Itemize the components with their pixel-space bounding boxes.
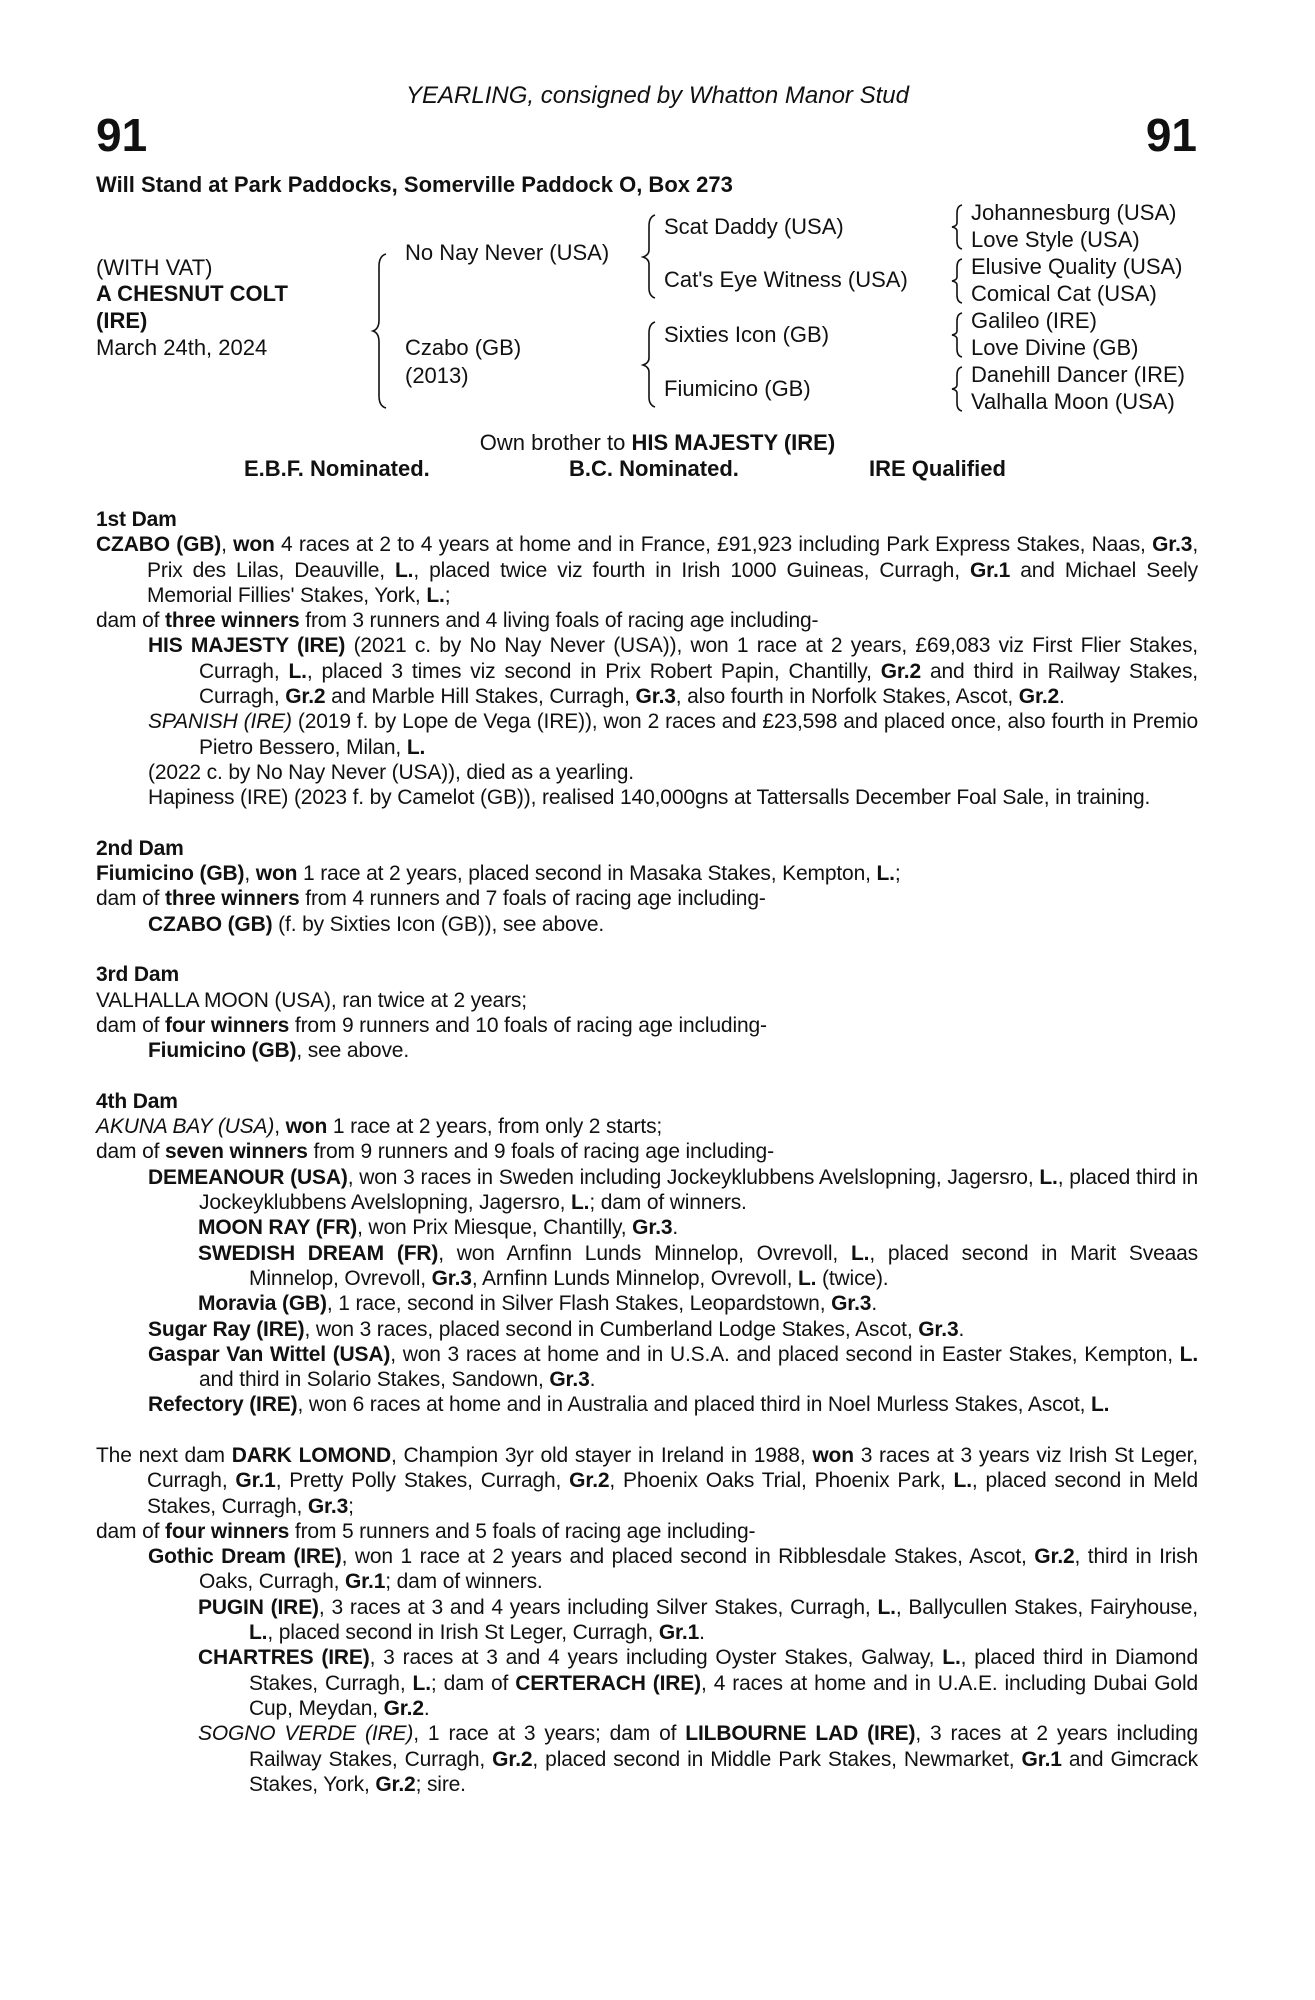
bold-text: L. — [1179, 1342, 1199, 1366]
text: and Marble Hill Stakes, Curragh, — [325, 685, 636, 709]
great-grandparent: Love Divine (GB) — [971, 335, 1139, 360]
text: , also fourth in Norfolk Stakes, Ascot, — [675, 685, 1019, 709]
text: , won Prix Miesque, Chantilly, — [357, 1216, 633, 1240]
text: , 3 races at 3 and 4 years including Silver Stakes, Curragh, — [318, 1595, 878, 1619]
text: , placed third in Jockeyklubbens Avelslopning, Jagersro, — [199, 1165, 1198, 1215]
produce-record — [96, 1038, 1198, 1063]
text: (2021 c. by No Nay Never (USA)), won 1 race at 2 years, £69,083 viz First Flier Stakes, Curragh, — [199, 634, 1198, 683]
text: ; — [894, 862, 901, 886]
bold-text: won — [255, 862, 298, 886]
bold-text: Moravia (GB) — [198, 1292, 327, 1316]
italic-text: SPANISH (IRE) — [148, 710, 292, 734]
produce-record — [96, 988, 1198, 1013]
bold-text: Gaspar Van Wittel (USA) — [148, 1342, 391, 1366]
text: , see above. — [296, 1039, 410, 1063]
text: The next dam — [96, 1443, 232, 1467]
bold-text: DARK LOMOND — [231, 1443, 392, 1467]
text: , placed third in Diamond Stakes, Curragh, — [249, 1646, 1198, 1695]
bold-text: L. — [797, 1266, 817, 1290]
great-grandparent: Elusive Quality (USA) — [971, 254, 1183, 279]
produce-record — [96, 886, 1198, 911]
produce-record — [96, 1342, 1198, 1393]
text: , placed twice viz fourth in Irish 1000 Guineas, Curragh, — [413, 558, 970, 582]
text: ; dam of winners. — [589, 1191, 747, 1215]
text: . — [589, 1368, 596, 1392]
text: . — [1059, 685, 1065, 709]
bold-text: Sugar Ray (IRE) — [148, 1317, 305, 1341]
text: dam of — [96, 609, 165, 633]
text: from 5 runners and 5 foals of racing age including- — [289, 1519, 756, 1543]
text: from 4 runners and 7 foals of racing age including- — [299, 887, 766, 911]
grandparent: Fiumicino (GB) — [664, 376, 811, 401]
text: , placed 3 times viz second in Prix Robert Papin, Chantilly, — [306, 659, 881, 683]
bold-text: Gr.3 — [635, 685, 676, 709]
produce-record — [96, 1443, 1198, 1519]
bold-text: L. — [406, 735, 426, 759]
dam-section — [96, 1443, 1198, 1797]
text: and third in Solario Stakes, Sandown, — [199, 1368, 550, 1392]
great-grandparent: Comical Cat (USA) — [971, 281, 1157, 306]
produce-record — [96, 1317, 1198, 1342]
brace-gg1 — [952, 205, 962, 249]
bold-text: three winners — [164, 887, 300, 911]
bold-text: Gr.2 — [1018, 685, 1060, 709]
bold-text: Gr.1 — [1021, 1747, 1062, 1771]
text: and third in Railway Stakes, Curragh, — [199, 659, 1198, 709]
bold-text: MOON RAY (FR) — [198, 1216, 358, 1240]
text: (2019 f. by Lope de Vega (IRE)), won 2 races and £23,598 and placed once, also fourth in Premio Pietro Bessero, Milan, — [199, 710, 1198, 759]
brace-gg4 — [952, 367, 962, 411]
grandparent: Scat Daddy (USA) — [664, 214, 844, 239]
bold-text: L. — [1091, 1393, 1110, 1417]
text: , placed second in Meld Stakes, Curragh, — [147, 1469, 1198, 1518]
great-grandparent: Love Style (USA) — [971, 227, 1140, 252]
produce-record — [96, 785, 1198, 810]
bold-text: Gr.1 — [235, 1469, 276, 1493]
produce-record — [96, 1595, 1198, 1646]
ebf-nominated: E.B.F. Nominated. — [244, 456, 430, 481]
great-grandparent: Galileo (IRE) — [971, 308, 1097, 333]
text: (f. by Sixties Icon (GB)), see above. — [272, 912, 605, 936]
text: , placed second in Irish St Leger, Curragh, — [267, 1621, 659, 1645]
bold-text: Gr.2 — [285, 685, 326, 709]
text: , — [274, 1115, 286, 1139]
italic-text: AKUNA BAY (USA) — [96, 1115, 275, 1139]
bold-text: Gr.3 — [831, 1292, 872, 1316]
section-heading: 1st Dam — [96, 508, 177, 531]
text: , Phoenix Oaks Trial, Phoenix Park, — [609, 1469, 954, 1493]
dam-section — [96, 1089, 1198, 1418]
produce-record — [96, 912, 1198, 937]
bold-text: Gr.3 — [431, 1266, 472, 1290]
bold-text: Gr.2 — [569, 1469, 610, 1493]
grandparent: Cat's Eye Witness (USA) — [664, 267, 908, 292]
bold-text: Gr.1 — [344, 1570, 386, 1594]
text: from 3 runners and 4 living foals of racing age including- — [299, 609, 819, 633]
dam-line-details — [96, 507, 1198, 1822]
text: , — [221, 533, 234, 557]
text: , won 6 races at home and in Australia and placed third in Noel Murless Stakes, Ascot, — [297, 1393, 1091, 1417]
bold-text: Gr.3 — [307, 1494, 349, 1518]
bold-text: four winners — [164, 1519, 290, 1543]
bold-text: L. — [942, 1646, 961, 1670]
text: , won 1 race at 2 years and placed second in Ribblesdale Stakes, Ascot, — [341, 1545, 1035, 1569]
bold-text: LILBOURNE LAD (IRE) — [685, 1722, 916, 1746]
bold-text: L. — [877, 1595, 896, 1619]
great-grandparent: Johannesburg (USA) — [971, 200, 1177, 225]
ire-qualified: IRE Qualified — [869, 456, 1006, 481]
produce-record — [96, 709, 1198, 760]
stabling-location: Will Stand at Park Paddocks, Somerville Paddock O, Box 273 — [96, 172, 733, 197]
text: , placed second in Middle Park Stakes, Newmarket, — [532, 1747, 1022, 1771]
bold-text: seven winners — [164, 1140, 308, 1164]
text: (2022 c. by No Nay Never (USA)), died as a yearling. — [148, 760, 634, 784]
brace-main — [373, 254, 386, 408]
bc-nominated: B.C. Nominated. — [569, 456, 739, 481]
dam-section — [96, 836, 1198, 937]
bold-text: SWEDISH DREAM (FR) — [198, 1241, 439, 1265]
horse-origin: (IRE) — [96, 308, 148, 333]
bold-text: Gr.3 — [632, 1216, 673, 1240]
bold-text: Gr.2 — [383, 1696, 424, 1720]
text: , won 3 races in Sweden including Jockeyklubbens Avelslopning, Jagersro, — [347, 1165, 1040, 1189]
text: , won Arnfinn Lunds Minnelop, Ovrevoll, — [438, 1241, 851, 1265]
great-grandparent: Danehill Dancer (IRE) — [971, 362, 1185, 387]
section-heading: 2nd Dam — [96, 836, 184, 860]
produce-record — [96, 1215, 1198, 1240]
bold-text: Fiumicino (GB) — [96, 862, 245, 886]
text: , 4 races at home and in U.A.E. including Dubai Gold Cup, Meydan, — [249, 1671, 1198, 1720]
bold-text: won — [812, 1443, 854, 1467]
bold-text: won — [233, 533, 275, 557]
bold-text: Refectory (IRE) — [148, 1393, 298, 1417]
section-heading: 3rd Dam — [96, 963, 179, 987]
dam: Czabo (GB) — [405, 335, 522, 360]
bold-text: L. — [412, 1671, 431, 1695]
bold-text: won — [285, 1115, 328, 1139]
brace-sire — [643, 215, 655, 298]
italic-text: SOGNO VERDE (IRE) — [198, 1722, 414, 1746]
bold-text: Gr.2 — [1034, 1545, 1075, 1569]
text: 3 races at 3 years viz Irish St Leger, Curragh, — [147, 1443, 1198, 1493]
produce-record — [96, 1519, 1198, 1544]
dam-year: (2013) — [405, 363, 469, 388]
own-brother-prefix: Own brother to — [479, 430, 632, 455]
bold-text: Gr.2 — [375, 1772, 416, 1796]
text: . — [423, 1696, 430, 1720]
bold-text: Gr.3 — [918, 1317, 959, 1341]
bold-text: CZABO (GB) — [148, 912, 273, 936]
bold-text: Gr.2 — [880, 659, 921, 683]
produce-record — [96, 1392, 1198, 1417]
bold-text: L. — [953, 1469, 972, 1493]
produce-record — [96, 1165, 1198, 1216]
text: 4 races at 2 to 4 years at home and in France, £91,923 including Park Express Stakes, Naas, — [274, 533, 1153, 557]
section-heading: 4th Dam — [96, 1089, 178, 1113]
text: and Michael Seely Memorial Fillies' Stakes, York, — [147, 558, 1198, 607]
bold-text: three winners — [164, 609, 300, 633]
brace-gg3 — [952, 313, 962, 357]
produce-record — [96, 1114, 1198, 1139]
text: , won 3 races at home and in U.S.A. and placed second in Easter Stakes, Kempton, — [390, 1342, 1180, 1366]
text: . — [672, 1216, 679, 1240]
bold-text: four winners — [164, 1013, 290, 1037]
produce-record — [96, 608, 1198, 633]
bold-text: L. — [249, 1621, 268, 1645]
bold-text: CERTERACH (IRE) — [515, 1671, 702, 1695]
bold-text: L. — [571, 1191, 590, 1215]
text: and Gimcrack Stakes, York, — [249, 1747, 1198, 1796]
produce-record — [96, 1139, 1198, 1164]
text: from 9 runners and 9 foals of racing age including- — [307, 1140, 774, 1164]
text: , Prix des Lilas, Deauville, — [147, 533, 1199, 582]
text: , Ballycullen Stakes, Fairyhouse, — [895, 1595, 1198, 1619]
dam-section — [96, 962, 1198, 1063]
produce-record — [96, 1291, 1198, 1316]
bold-text: Gr.1 — [969, 558, 1011, 582]
produce-record — [96, 1013, 1198, 1038]
grandparent: Sixties Icon (GB) — [664, 322, 830, 347]
bold-text: CHARTRES (IRE) — [198, 1646, 370, 1670]
text: , won 3 races, placed second in Cumberland Lodge Stakes, Ascot, — [304, 1317, 919, 1341]
bold-text: Gr.3 — [1152, 533, 1193, 557]
text: from 9 runners and 10 foals of racing age including- — [289, 1013, 767, 1037]
bold-text: HIS MAJESTY (IRE) — [148, 634, 346, 658]
text: ; sire. — [415, 1772, 466, 1796]
text: , Arnfinn Lunds Minnelop, Ovrevoll, — [471, 1266, 798, 1290]
text: . — [958, 1317, 965, 1341]
text: . — [699, 1621, 705, 1645]
bold-text: Gr.2 — [492, 1747, 533, 1771]
text: dam of — [96, 1519, 165, 1543]
text: , 3 races at 3 and 4 years including Oyster Stakes, Galway, — [369, 1646, 943, 1670]
text: , placed second in Marit Sveaas Minnelop, Ovrevoll, — [249, 1241, 1199, 1290]
bold-text: CZABO (GB) — [96, 533, 222, 557]
text: . — [871, 1292, 878, 1316]
bold-text: L. — [426, 583, 445, 607]
produce-record — [96, 1241, 1198, 1292]
great-grandparent: Valhalla Moon (USA) — [971, 389, 1175, 414]
bold-text: L. — [288, 659, 307, 683]
text: , third in Irish Oaks, Curragh, — [199, 1545, 1198, 1594]
bold-text: Fiumicino (GB) — [148, 1039, 297, 1063]
text: , Pretty Polly Stakes, Curragh, — [275, 1469, 570, 1493]
text: ; dam of winners. — [385, 1570, 543, 1594]
produce-record — [96, 760, 1198, 785]
produce-record — [96, 861, 1198, 886]
bold-text: L. — [876, 862, 895, 886]
pedigree-brackets — [0, 0, 1315, 420]
text: , 3 races at 2 years including Railway Stakes, Curragh, — [249, 1722, 1198, 1771]
text: dam of — [96, 1140, 165, 1164]
text: (twice). — [816, 1266, 889, 1290]
bold-text: PUGIN (IRE) — [198, 1595, 319, 1619]
text: 1 race at 2 years, placed second in Masaka Stakes, Kempton, — [297, 862, 877, 886]
vat-note: (WITH VAT) — [96, 255, 213, 280]
bold-text: Gothic Dream (IRE) — [148, 1545, 342, 1569]
produce-record — [96, 1721, 1198, 1797]
text: , 1 race at 3 years; dam of — [413, 1722, 686, 1746]
text: VALHALLA MOON (USA), ran twice at 2 years; — [96, 988, 527, 1012]
text: dam of — [96, 1013, 165, 1037]
text: Hapiness (IRE) (2023 f. by Camelot (GB)), realised 140,000gns at Tattersalls December Foal Sale, in training. — [148, 786, 1151, 810]
text: ; — [348, 1494, 354, 1518]
own-brother-name: HIS MAJESTY (IRE) — [631, 430, 836, 455]
consignment-header: YEARLING, consigned by Whatton Manor Stud — [406, 82, 909, 109]
produce-record — [96, 633, 1198, 709]
lot-number-right: 91 — [1145, 109, 1197, 161]
text: ; dam of — [430, 1671, 516, 1695]
text: , 1 race, second in Silver Flash Stakes, Leopardstown, — [326, 1292, 832, 1316]
foaling-date: March 24th, 2024 — [96, 335, 268, 360]
bold-text: Gr.1 — [658, 1621, 700, 1645]
horse-name: A CHESNUT COLT — [96, 281, 288, 306]
produce-record — [96, 1645, 1198, 1721]
bold-text: Gr.3 — [549, 1368, 590, 1392]
own-brother-note — [0, 430, 1315, 456]
bold-text: L. — [1039, 1165, 1058, 1189]
bold-text: DEMEANOUR (USA) — [148, 1165, 348, 1189]
produce-record — [96, 1544, 1198, 1595]
brace-dam — [643, 322, 655, 407]
brace-gg2 — [952, 259, 962, 303]
text: , — [244, 862, 256, 886]
bold-text: L. — [394, 558, 414, 582]
bold-text: L. — [850, 1241, 870, 1265]
text: , Champion 3yr old stayer in Ireland in 1988, — [391, 1443, 813, 1467]
text: 1 race at 2 years, from only 2 starts; — [327, 1115, 663, 1139]
produce-record — [96, 532, 1198, 608]
sire: No Nay Never (USA) — [405, 240, 610, 265]
lot-number-left: 91 — [96, 109, 148, 161]
text: ; — [444, 583, 451, 607]
dam-section — [96, 507, 1198, 811]
text: dam of — [96, 887, 165, 911]
